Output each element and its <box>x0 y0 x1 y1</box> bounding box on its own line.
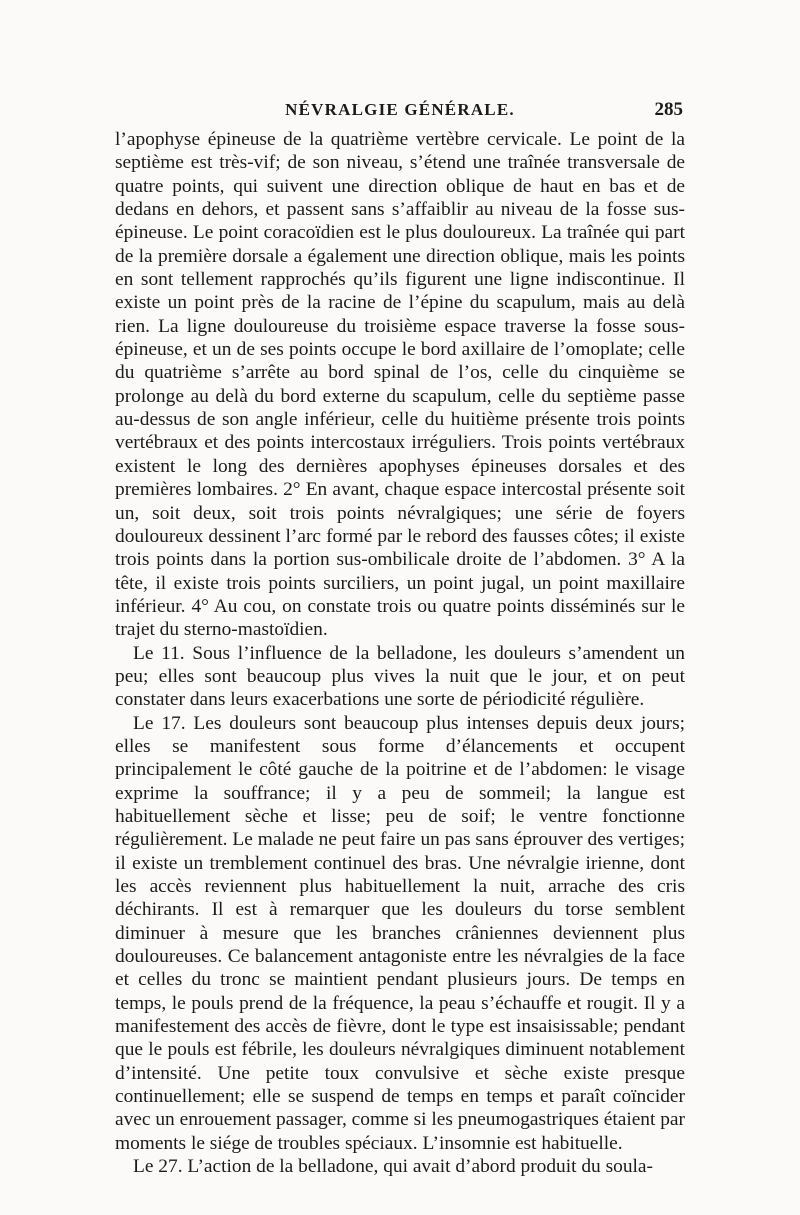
body-text <box>115 128 685 1178</box>
paragraph-le-11: Le 11. Sous l’influence de la belladone, les douleurs s’amendent un peu; elles sont beaucoup plus vives la nuit que le jour, et on peut constater dans leurs exacerbations une sorte de périodicité régulière. <box>115 642 685 711</box>
page-number: 285 <box>654 99 683 120</box>
paragraph-le-17: Le 17. Les douleurs sont beaucoup plus intenses depuis deux jours; elles se manifestent sous forme d’élancements et occupent principalement le côté gauche de la poitrine et de l’abdomen: le visage exprime la souffrance; il y a peu de sommeil; la langue est habituellement sèche et lisse; peu de soif; le ventre fonctionne régulièrement. Le malade ne peut faire un pas sans éprouver des vertiges; il existe un tremblement continuel des bras. Une névralgie irienne, dont les accès reviennent plus habituellement la nuit, arrache des cris déchirants. Il est à remarquer que les douleurs du torse semblent diminuer à mesure que les branches crâniennes deviennent plus douloureuses. Ce balancement antagoniste entre les névralgies de la face et celles du tronc se maintient pendant plusieurs jours. De temps en temps, le pouls prend de la fréquence, la peau s’échauffe et rougit. Il y a manifestement des accès de fièvre, dont le type est insaisissable; pendant que le pouls est fébrile, les douleurs névralgiques diminuent notablement d’intensité. Une petite toux convulsive et sèche existe presque continuellement; elle se suspend de temps en temps et paraît coïncider avec un enrouement passager, comme si les pneumogastriques étaient par moments le siége de troubles spéciaux. L’insomnie est habituelle. <box>115 712 685 1154</box>
running-head <box>115 100 685 126</box>
paragraph-continued: l’apophyse épineuse de la quatrième vertèbre cervicale. Le point de la septième est très-vif; de son niveau, s’étend une traînée transversale de quatre points, qui suivent une direction oblique de haut en bas et de dedans en dehors, et passent sans s’affaiblir au niveau de la fosse sus-épineuse. Le point coracoïdien est le plus douloureux. La traînée qui part de la première dorsale a également une direction oblique, mais les points en sont tellement rapprochés qu’ils figurent une ligne indiscontinue. Il existe un point près de la racine de l’épine du scapulum, mais au delà rien. La ligne douloureuse du troisième espace traverse la fosse sous-épineuse, et un de ses points occupe le bord axillaire de l’omoplate; celle du quatrième s’arrête au bord spinal de l’os, celle du cinquième se prolonge au delà du bord externe du scapulum, celle du septième passe au-dessus de son angle inférieur, celle du huitième présente trois points vertébraux et des points intercostaux irréguliers. Trois points vertébraux existent le long des dernières apophyses épineuses dorsales et des premières lombaires. 2° En avant, chaque espace intercostal présente soit un, soit deux, soit trois points névralgiques; une série de foyers douloureux dessinent l’arc formé par le rebord des fausses côtes; il existe trois points dans la portion sus-ombilicale droite de l’abdomen. 3° A la tête, il existe trois points surciliers, un point jugal, un point maxillaire inférieur. 4° Au cou, on constate trois ou quatre points disséminés sur le trajet du sterno-mastoïdien. <box>115 129 685 641</box>
paragraph-le-27: Le 27. L’action de la belladone, qui avait d’abord produit du soula- <box>133 1156 653 1178</box>
page-title: NÉVRALGIE GÉNÉRALE. <box>285 100 515 119</box>
